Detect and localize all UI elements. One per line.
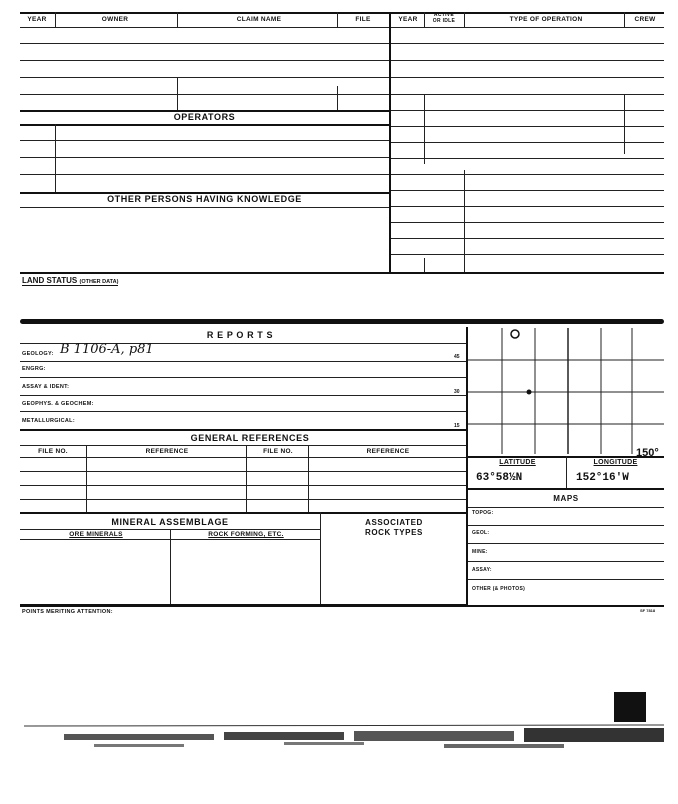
land-status-title: LAND STATUS: [22, 276, 78, 285]
genref-header-file-no-2: FILE NO.: [263, 448, 293, 455]
header-rule: [20, 27, 664, 28]
report-row-line: [20, 411, 466, 412]
map-geol-label: GEOL:: [472, 530, 490, 536]
location-marker-icon: [527, 390, 532, 395]
rock-forming-header: ROCK FORMING, ETC.: [208, 531, 284, 538]
operator-row-line: [20, 157, 389, 158]
claim-divider: [177, 77, 178, 110]
claim-row-line: [20, 43, 389, 44]
genref-divider: [246, 445, 247, 512]
ops-row-line: [391, 77, 664, 78]
genref-divider: [86, 445, 87, 512]
location-grid: [468, 328, 664, 454]
report-label-geophys: GEOPHYS. & GEOCHEM:: [22, 401, 94, 407]
claim-row-line: [20, 60, 389, 61]
location-grid-svg: [468, 328, 664, 454]
ops-header-or-idle: OR IDLE: [432, 18, 456, 24]
ops-row-line: [391, 190, 664, 191]
top-border: [20, 12, 664, 14]
map-assay-label: ASSAY:: [472, 567, 492, 573]
report-value-geology: B 1106-A, p81: [60, 342, 154, 357]
report-num: 15: [454, 423, 460, 429]
report-row-line: [20, 361, 466, 362]
mineral-divider: [320, 512, 321, 605]
maps-row-line: [468, 525, 664, 526]
maps-rule: [468, 507, 664, 508]
form-number: SF 7818: [640, 608, 656, 613]
ops-row-line: [391, 206, 664, 207]
location-circle-icon: [511, 330, 519, 338]
maps-rule-top: [468, 488, 664, 490]
maps-row-line: [468, 543, 664, 544]
claim-row-line: [20, 94, 389, 95]
report-num: 45: [454, 354, 460, 360]
scan-noise-svg: [24, 722, 664, 758]
maps-row-line: [468, 579, 664, 580]
other-persons-title: OTHER PERSONS HAVING KNOWLEDGE: [107, 194, 302, 204]
col-header-file: FILE: [355, 16, 371, 23]
scan-black-block: [614, 692, 646, 722]
reports-title: R E P O R T S: [206, 330, 274, 340]
ops-row-line: [391, 174, 664, 175]
points-meriting-attention: POINTS MERITING ATTENTION:: [22, 609, 113, 615]
report-label-metallurgical: METALLURGICAL:: [22, 418, 75, 424]
divider: [424, 12, 425, 27]
divider: [624, 12, 625, 27]
operators-rule-bottom: [20, 124, 389, 126]
ops-row-line: [391, 254, 664, 255]
col-header-owner: OWNER: [101, 16, 129, 23]
ops-divider: [424, 94, 425, 164]
ops-divider: [464, 170, 465, 273]
ops-divider: [424, 258, 425, 272]
map-topog-label: TOPOG:: [472, 510, 494, 516]
ops-header-active: ACTIVE: [433, 12, 455, 18]
longitude-value: 152°16'W: [576, 472, 629, 484]
other-persons-rule-bottom: [20, 207, 389, 208]
operators-divider: [55, 124, 56, 192]
ops-row-line: [391, 222, 664, 223]
associated-rock-types-line1: ASSOCIATED: [365, 518, 423, 527]
section-band: [20, 319, 664, 324]
latitude-label: LATITUDE: [499, 459, 536, 466]
scan-noise-band: [24, 722, 664, 758]
report-label-geology: GEOLOGY:: [22, 351, 54, 357]
ops-row-line: [391, 60, 664, 61]
genref-header-reference-1: REFERENCE: [145, 448, 189, 455]
genref-header-file-no-1: FILE NO.: [38, 448, 68, 455]
grid-longitude-label: 150°: [636, 447, 659, 459]
ore-minerals-header: ORE MINERALS: [69, 531, 123, 538]
col-header-year: YEAR: [27, 16, 47, 23]
latitude-value: 63°58½N: [476, 472, 523, 484]
divider: [464, 12, 465, 27]
land-status-sub: (OTHER DATA): [79, 279, 119, 285]
mineral-assemblage-title: MINERAL ASSEMBLAGE: [111, 517, 229, 527]
divider: [55, 12, 56, 27]
associated-rock-types-line2: ROCK TYPES: [364, 528, 423, 537]
operator-row-line: [20, 174, 389, 175]
report-rule-bottom: [20, 429, 466, 431]
genref-header-reference-2: REFERENCE: [366, 448, 410, 455]
report-num: 30: [454, 389, 460, 395]
claim-row-line: [20, 77, 389, 78]
land-status-label: [22, 276, 118, 286]
report-label-engrg: ENGRG:: [22, 366, 46, 372]
mineral-divider: [170, 529, 171, 605]
report-row-line: [20, 377, 466, 378]
ops-header-crew: CREW: [634, 16, 656, 23]
latlong-divider: [566, 456, 567, 488]
ops-header-type: TYPE OF OPERATION: [509, 16, 583, 23]
ops-row-line: [391, 238, 664, 239]
ops-row-line: [391, 43, 664, 44]
top-section-bottom: [20, 272, 664, 274]
genref-divider: [308, 445, 309, 512]
map-mine-label: MINE:: [472, 549, 488, 555]
ops-divider: [624, 94, 625, 154]
general-references-title: GENERAL REFERENCES: [190, 433, 310, 443]
ops-header-year: YEAR: [398, 16, 418, 23]
operators-title: OPERATORS: [173, 112, 236, 122]
form-bottom-rule: [20, 605, 664, 607]
map-other-label: OTHER (& PHOTOS): [472, 586, 526, 592]
claim-divider: [337, 86, 338, 110]
genref-rule-bottom: [20, 512, 466, 514]
report-row-line: [20, 395, 466, 396]
ops-row-line: [391, 158, 664, 159]
maps-row-line: [468, 561, 664, 562]
divider: [177, 12, 178, 27]
divider: [337, 12, 338, 27]
col-header-claim-name: CLAIM NAME: [236, 16, 282, 23]
report-label-assay: ASSAY & IDENT:: [22, 384, 70, 390]
longitude-label: LONGITUDE: [593, 459, 638, 466]
maps-title: MAPS: [553, 494, 579, 503]
operator-row-line: [20, 140, 389, 141]
